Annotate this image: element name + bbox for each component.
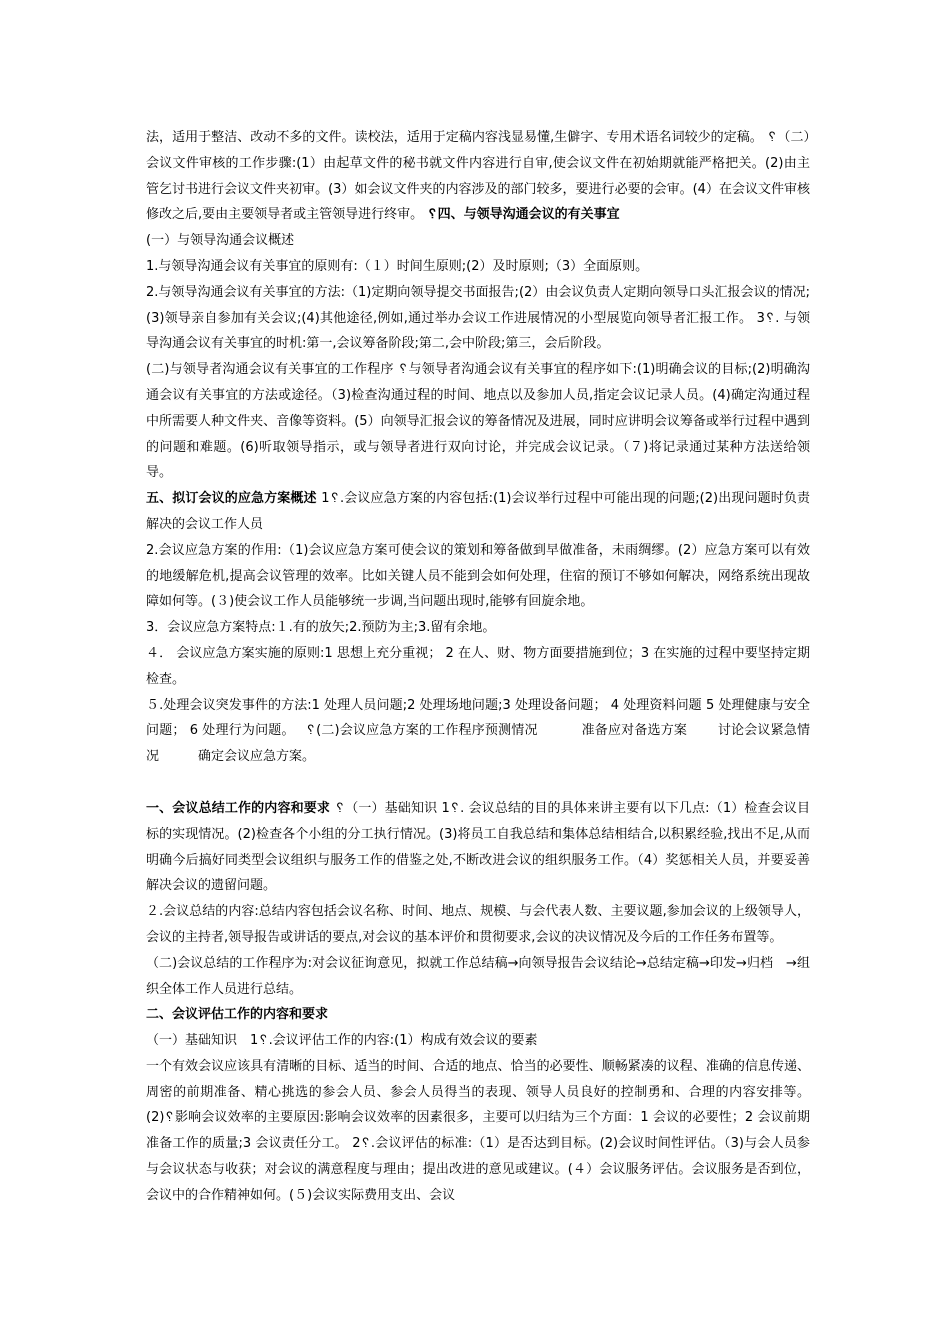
section-heading: ␦四、与领导沟通会议的有关事宜 [427, 207, 620, 223]
paragraph: ２.会议总结的内容:总结内容包括会议名称、时间、地点、规模、与会代表人数、主要议题,参加会议的上级领导人，会议的主持者,领导报告或讲话的要点,对会议的基本评价和贯彻要求,会议的决议情况及今后的工作任务布置等。 [146, 904, 810, 945]
section-heading: 五、拟订会议的应急方案概述 [146, 491, 322, 507]
paragraph-text: 1␦.会议应急方案的内容包括:(1)会议举行过程中可能出现的问题;(2)出现问题时负责解决的会议工作人员 [146, 491, 810, 532]
section-heading: 一、会议总结工作的内容和要求 [146, 800, 335, 816]
paragraph-text: ␦（一）基础知识 1␦. 会议总结的目的具体来讲主要有以下几点:（1）检查会议目标的实现情况。(2)检查各个小组的分工执行情况。(3)将员工自我总结和集体总结相结合,以积累经验,找出不足,从而明确今后搞好同类型会议组织与服务工作的借鉴之处,不断改进会议的组织服务工作。（4）奖惩相关人员，并要妥善解决会议的遗留问题。 [146, 800, 810, 894]
paragraph: 2.会议应急方案的作用:（1)会议应急方案可使会议的策划和筹备做到早做准备，未雨绸缪。(2）应急方案可以有效的地缓解危机,提高会议管理的效率。比如关键人员不能到会如何处理，住宿的预订不够如何解决，网络系统出现故障如何等。(３)使会议工作人员能够统一步调,当问题出现时,能够有回旋余地。 [146, 542, 810, 610]
paragraph: (二)与领导者沟通会议有关事宜的工作程序 ␦与领导者沟通会议有关事宜的程序如下:(1)明确会议的目标;(2)明确沟通会议有关事宜的方法或途径。（3)检查沟通过程的时间、地点以及参加人员,指定会议记录人员。(4)确定沟通过程中所需要人种文件夹、音像等资料。(5）向领导汇报会议的筹备情况及进展，同时应讲明会议筹备或举行过程中遇到的问题和难题。(6)听取领导指示，或与领导者进行双向讨论，并完成会议记录。（７)将记录通过某种方法送给领导。 [146, 362, 810, 481]
blank-line [146, 770, 810, 796]
paragraph: 一个有效会议应该具有清晰的目标、适当的时间、合适的地点、恰当的必要性、顺畅紧凑的议程、准确的信息传递、周密的前期准备、精心挑选的参会人员、参会人员得当的表现、领导人员良好的控制勇和、合理的内容安排等。 (2)␦影响会议效率的主要原因:影响会议效率的因素很多，主要可以归结为三个方面：1 会议的必要性；2 会议前期准备工作的质量;3 会议责任分工。 2␦.会议评估的标准:（1）是否达到目标。(2)会议时间性评估。（3)与会人员参与会议状态与收获；对会议的满意程度与理由；提出改进的意见或建议。(４）会议服务评估。会议服务是否到位，会议中的合作精神如何。(５)会议实际费用支出、会议 [146, 1058, 810, 1203]
paragraph: （二)会议总结的工作程序为:对会议征询意见，拟就工作总结稿→向领导报告会议结论→总结定稿→印发→归档 →组织全体工作人员进行总结。 [146, 955, 810, 997]
paragraph [146, 486, 810, 538]
paragraph: （一）基础知识 1␦.会议评估工作的内容:(1）构成有效会议的要素 [146, 1033, 538, 1049]
paragraph: 3．会议应急方案特点:１.有的放矢;2.预防为主;3.留有余地。 [146, 620, 496, 636]
paragraph: (一）与领导沟通会议概述 [146, 233, 295, 249]
document-body [146, 125, 810, 1209]
paragraph-text: 法，适用于整洁、改动不多的文件。读校法，适用于定稿内容浅显易懂,生僻字、专用术语名词较少的定稿。 ␦（二）会议文件审核的工作步骤:(1）由起草文件的秘书就文件内容进行自审,使会议文件在初始期就能严格把关。(2)由主管乞讨书进行会议文件夹初审。(3）如会议文件夹的内容涉及的部门较多，要进行必要的会审。(4）在会议文件审核修改之后,要由主要领导者或主管领导进行终审。 [146, 130, 810, 223]
paragraph [146, 125, 810, 228]
section-heading: 二、会议评估工作的内容和要求 [146, 1007, 329, 1023]
paragraph: ４． 会议应急方案实施的原则:1 思想上充分重视； 2 在人、财、物方面要措施到位；3 在实施的过程中要坚持定期检查。 [146, 645, 810, 687]
paragraph: ５.处理会议突发事件的方法:1 处理人员问题;2 处理场地问题;3 处理设备问题； 4 处理资料问题 5 处理健康与安全问题； 6 处理行为问题。 ␦(二)会议应急方案的工作程序预测情况 准备应对备选方案 讨论会议紧急情况 确定会议应急方案。 [146, 697, 810, 765]
paragraph: 1.与领导沟通会议有关事宜的原则有:（１）时间生原则;(2）及时原则;（3）全面原则。 [146, 258, 649, 274]
paragraph: 2.与领导沟通会议有关事宜的方法:（1)定期向领导提交书面报告;(2）由会议负责人定期向领导口头汇报会议的情况;(3)领导亲自参加有关会议;(4)其他途径,例如,通过举办会议工作进展情况的小型展览向领导者汇报工作。 3␦. 与领导沟通会议有关事宜的时机:第一,会议筹备阶段;第二,会中阶段;第三，会后阶段。 [146, 284, 810, 352]
paragraph [146, 796, 810, 899]
